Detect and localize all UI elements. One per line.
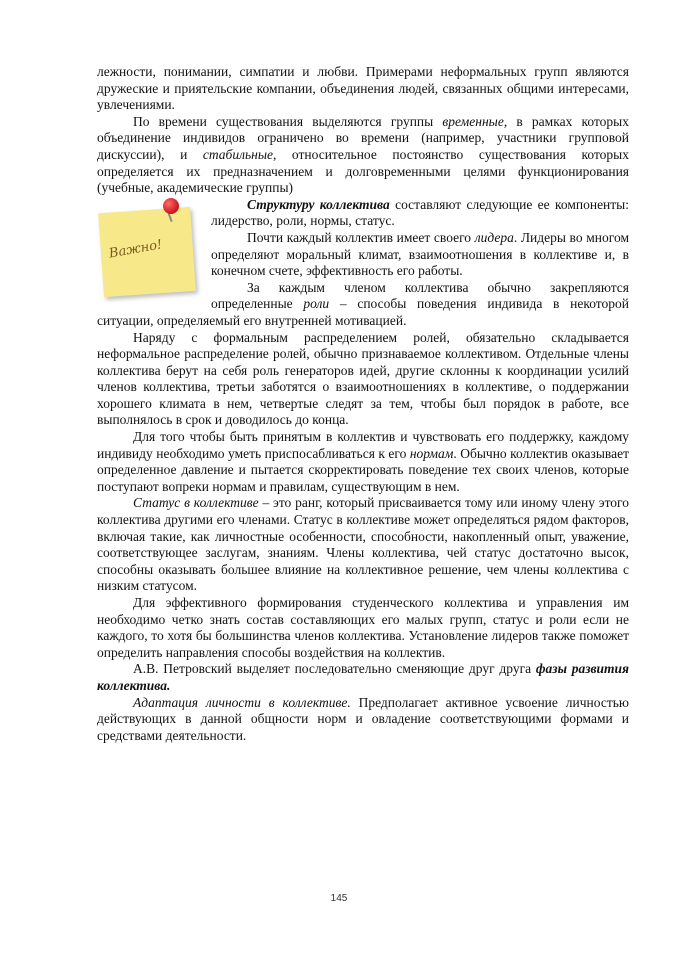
pushpin-icon xyxy=(163,198,179,214)
page-number: 145 xyxy=(330,893,348,904)
term-phases: фазы развития коллектива. xyxy=(97,661,629,693)
paragraph: лежности, понимании, симпатии и любви. Примерами неформальных групп являются дружеские и приятельские компании, объединения людей, связанных общими интересами, увлечениями. xyxy=(97,64,629,113)
paragraph: Адаптация личности в коллективе. Предполагает активное усвоение личностью действующих в данной общности норм и овладение соответствующими формами и средствами деятельности. xyxy=(97,694,629,743)
sticky-note-paper xyxy=(98,207,196,297)
term-stable: стабильные xyxy=(202,146,273,162)
term-status: Статус в коллективе xyxy=(133,495,259,511)
paragraph: Структуру коллектива составляют следующие ее компоненты: лидерство, роли, нормы, статус. xyxy=(211,196,630,229)
term-structure: Структуру коллектива xyxy=(247,196,390,212)
paragraph: А.В. Петровский выделяет последовательно сменяющие друг друга фазы развития коллектива. xyxy=(97,661,629,693)
paragraph: Статус в коллективе – это ранг, который присваивается тому или иному члену этого коллектива другими его членами. Статус в коллективе может определяться рядом факторов, включая такие, как личностные особенности, способности, накопленный опыт, уважение, соответствующее заслугам, знаниям. Члены коллектива, чей статус достаточно высок, способны оказывать большее влияние на коллективное решение, чем члены коллектива с низким статусом. xyxy=(97,495,630,594)
paragraph: Для того чтобы быть принятым в коллектив и чувствовать его поддержку, каждому индивиду необходимо уметь приспосабливаться к его нормам. Обычно коллектив оказывает определенное давление и пытается скорректировать поведение тех своих членов, которые поступают вопреки нормам и правилам, существующим в нем. xyxy=(97,429,629,494)
paragraph: Для эффективного формирования студенческого коллектива и управления им необходимо четко знать состав составляющих его малых групп, статус и роли если не каждого, то хотя бы большинства членов коллектива. Установление лидеров также поможет определить направления способы воздействия на коллектив. xyxy=(97,595,629,660)
term-roles: роли xyxy=(303,296,330,312)
paragraph: Почти каждый коллектив имеет своего лидера. Лидеры во многом определяют моральный климат, взаимоотношения в коллективе и, в конечном счете, эффективность его работы. xyxy=(211,229,629,279)
page-body xyxy=(97,64,629,744)
important-sticky-note xyxy=(97,198,201,304)
term-adaptation: Адаптация личности в коллективе. xyxy=(133,694,351,710)
term-temporary: временные xyxy=(442,113,504,129)
paragraph: По времени существования выделяются группы временные, в рамках которых объединение индивидов ограничено во времени (например, участники групповой дискуссии), и стабильные, относительное постоянство существования которых определяется их предназначением и долговременными целями функционирования (учебные, академические группы) xyxy=(97,113,630,196)
sticky-note-label: Важно! xyxy=(107,237,164,262)
term-norms: нормам xyxy=(409,445,454,461)
paragraph: За каждым членом коллектива обычно закрепляются определенные роли – способы поведения индивида в некоторой ситуации, определяемый его внутренней мотивацией. xyxy=(97,279,630,328)
term-leader: лидера xyxy=(474,229,514,245)
paragraph: Наряду с формальным распределением ролей, обязательно складывается неформальное распределение ролей, обычно признаваемое коллективом. Отдельные члены коллектива берут на себя роль генераторов идей, другие склонны к координации усилий членов коллектива, третьи заботятся о взаимоотношениях в коллективе, о поддержании хорошего климата в нем, четвертые следят за тем, чтобы был порядок в работе, все выполнялось в срок и доводилось до конца. xyxy=(97,329,629,428)
